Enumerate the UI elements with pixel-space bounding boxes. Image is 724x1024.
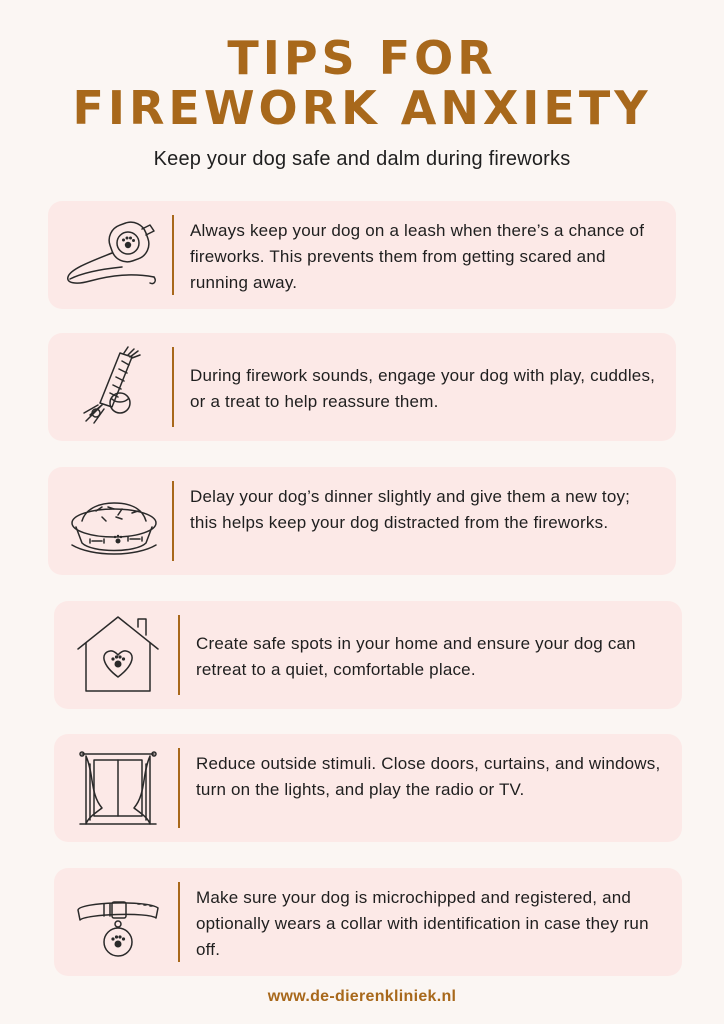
- divider: [172, 347, 174, 427]
- tip-card-stimuli: [54, 734, 682, 842]
- rope-toy-icon: [62, 343, 162, 429]
- dog-house-icon: [68, 611, 168, 697]
- title-line-1: TIPS FOR: [227, 31, 497, 85]
- tip-text: During firework sounds, engage your dog with play, cuddles, or a treat to help reassure them.: [190, 366, 656, 411]
- tip-text: Create safe spots in your home and ensure your dog can retreat to a quiet, comfortable place.: [196, 634, 636, 679]
- leash-icon: [62, 211, 162, 297]
- tip-text: Make sure your dog is microchipped and registered, and optionally wears a collar with identification in case they run off.: [196, 888, 649, 959]
- tip-card-food: [48, 467, 676, 575]
- tip-card-play: [48, 333, 676, 441]
- divider: [178, 882, 180, 962]
- tip-card-microchip: [54, 868, 682, 976]
- tip-text: Delay your dog’s dinner slightly and give them a new toy; this helps keep your dog distracted from the fireworks.: [190, 487, 631, 532]
- tip-card-leash: [48, 201, 676, 309]
- collar-tag-icon: [68, 878, 168, 964]
- food-bowl-icon: [62, 477, 162, 563]
- tip-text: Reduce outside stimuli. Close doors, curtains, and windows, turn on the lights, and play the radio or TV.: [196, 754, 661, 799]
- divider: [178, 748, 180, 828]
- website-link[interactable]: www.de-dierenkliniek.nl: [267, 988, 457, 1005]
- divider: [172, 215, 174, 295]
- subtitle: Keep your dog safe and dalm during fireworks: [153, 148, 571, 170]
- divider: [178, 615, 180, 695]
- tip-text: Always keep your dog on a leash when there’s a chance of fireworks. This prevents them from getting scared and running away.: [190, 221, 645, 292]
- divider: [172, 481, 174, 561]
- window-curtains-icon: [68, 744, 168, 830]
- tip-card-safe-spot: [54, 601, 682, 709]
- title-line-2: FIREWORK ANXIETY: [72, 81, 652, 135]
